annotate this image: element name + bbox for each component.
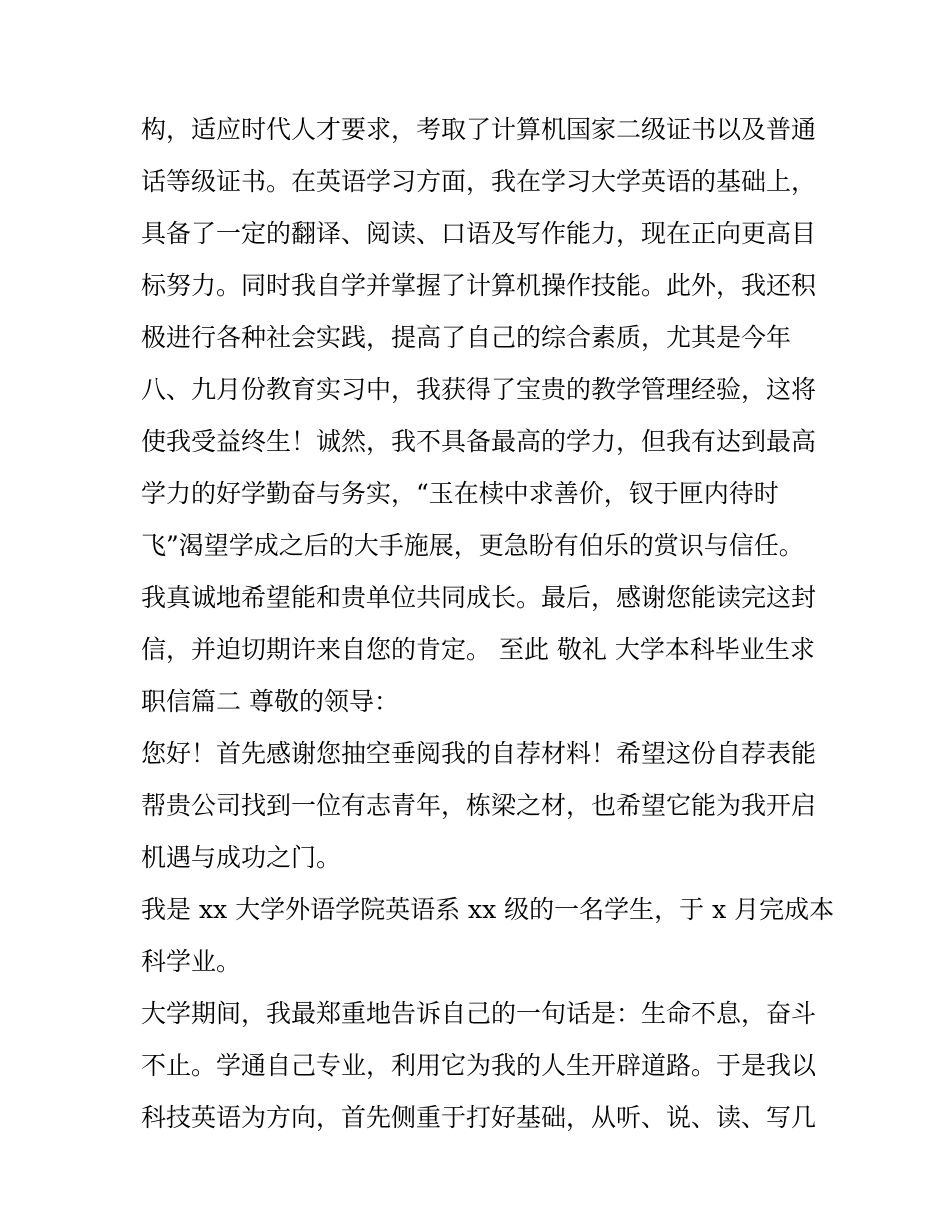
text-line: 学力的好学勤奋与务实，“玉在椟中求善价，钗于匣内待时 (141, 479, 779, 508)
text-line: 具备了一定的翻译、阅读、口语及写作能力，现在正向更高目 (141, 219, 817, 248)
text-line: 职信篇二 尊敬的领导： (141, 687, 399, 716)
text-line: 八、九月份教育实习中，我获得了宝贵的教学管理经验，这将 (141, 375, 817, 404)
text-line: 极进行各种社会实践，提高了自己的综合素质，尤其是今年 (141, 323, 792, 352)
text-line: 不止。学通自己专业，利用它为我的人生开辟道路。于是我以 (141, 1051, 817, 1080)
text-line: 我真诚地希望能和贵单位共同成长。最后，感谢您能读完这封 (141, 583, 817, 612)
body-text (141, 104, 835, 1144)
text-line: 话等级证书。在英语学习方面，我在学习大学英语的基础上， (141, 167, 817, 196)
text-line: 大学期间，我最郑重地告诉自己的一句话是：生命不息，奋斗 (141, 999, 817, 1028)
text-line: 您好！首先感谢您抽空垂阅我的自荐材料！希望这份自荐表能 (141, 739, 817, 768)
text-line: 科技英语为方向，首先侧重于打好基础，从听、说、读、写几 (141, 1103, 817, 1132)
text-line: 信，并迫切期许来自您的肯定。 至此 敬礼 大学本科毕业生求 (141, 635, 815, 664)
text-line: 标努力。同时我自学并掌握了计算机操作技能。此外，我还积 (141, 271, 817, 300)
text-line: 帮贵公司找到一位有志青年，栋梁之材，也希望它能为我开启 (141, 791, 817, 820)
text-line: 机遇与成功之门。 (141, 843, 342, 872)
text-line: 飞”渴望学成之后的大手施展，更急盼有伯乐的赏识与信任。 (141, 531, 804, 560)
text-line: 科学业。 (141, 947, 242, 976)
text-line: 我是 xx 大学外语学院英语系 xx 级的一名学生，于 x 月完成本 (141, 895, 835, 924)
text-line: 使我受益终生！诚然，我不具备最高的学力，但我有达到最高 (141, 427, 817, 456)
text-line: 构，适应时代人才要求，考取了计算机国家二级证书以及普通 (141, 115, 817, 144)
